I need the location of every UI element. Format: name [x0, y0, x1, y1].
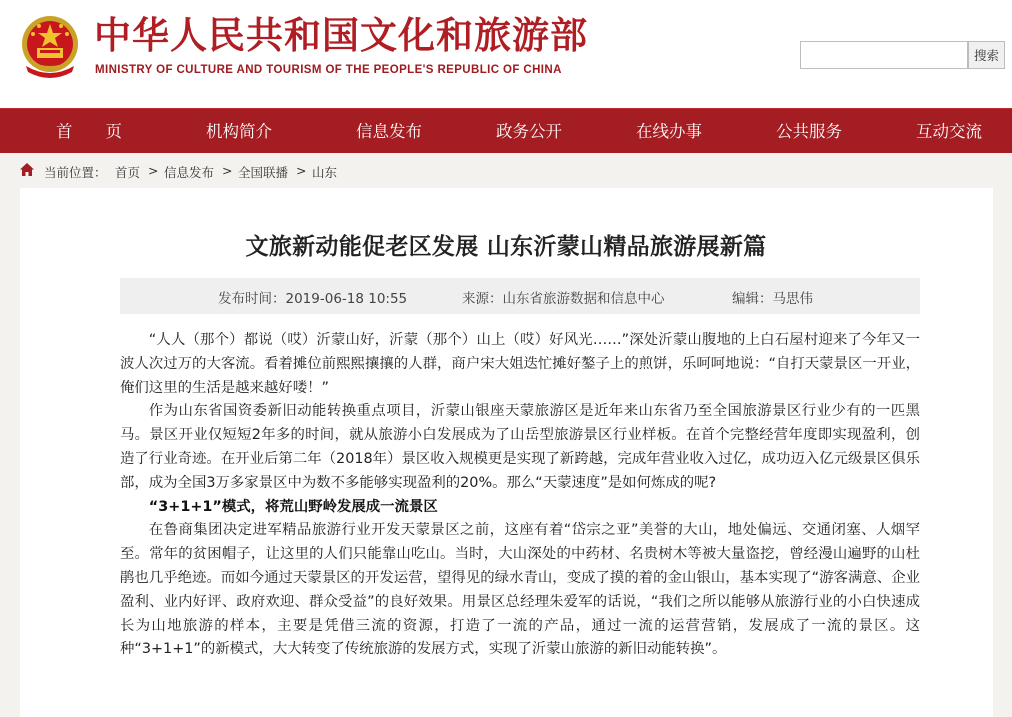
breadcrumb-separator: > — [222, 163, 233, 178]
nav-item-government-affairs[interactable]: 政务公开 — [496, 122, 562, 141]
article-body — [120, 329, 920, 662]
breadcrumb-separator: > — [148, 163, 159, 178]
site-header — [0, 0, 1012, 108]
nav-item-online-services[interactable]: 在线办事 — [636, 122, 702, 141]
publish-date: 发布时间：2019-06-18 10:55 — [218, 291, 408, 307]
breadcrumb-item-news[interactable]: 信息发布 — [164, 165, 215, 180]
article-title: 文旅新动能促老区发展 山东沂蒙山精品旅游展新篇 — [245, 234, 767, 260]
nav-item-news[interactable]: 信息发布 — [356, 122, 422, 141]
article-paragraph: 在鲁商集团决定进军精品旅游行业开发天蒙景区之前，这座有着“岱宗之亚”美誉的大山，地处偏远、交通闭塞、人烟罕至。常年的贫困帽子，让这里的人们只能靠山吃山。当时，大山深处的中药材、名贵树木等被大量盗挖，曾经漫山遍野的山杜鹃也几乎绝迹。而如今通过天蒙景区的开发运营，望得见的绿水青山，变成了摸的着的金山银山，基本实现了“游客满意、企业盈利、业内好评、政府欢迎、群众受益”的良好效果。用景区总经理朱爱军的话说，“我们之所以能够从旅游行业的小白快速成长为山地旅游的样本，主要是凭借三流的资源，打造了一流的产品，通过一流的运营营销，发展成了一流的景区。这种“3+1+1”的新模式，大大转变了传统旅游的发展方式，实现了沂蒙山旅游的新旧动能转换”。 — [120, 522, 920, 658]
search-button[interactable]: 搜索 — [968, 41, 1005, 69]
nav-item-home[interactable]: 首 页 — [56, 122, 122, 141]
nav-item-interaction[interactable]: 互动交流 — [916, 122, 982, 141]
national-emblem-icon[interactable] — [20, 14, 80, 80]
breadcrumb-item-home[interactable]: 首页 — [115, 165, 141, 180]
breadcrumb-prefix: 当前位置： — [44, 165, 107, 180]
article-paragraph: 作为山东省国资委新旧动能转换重点项目，沂蒙山银座天蒙旅游区是近年来山东省乃至全国旅游景区行业少有的一匹黑马。景区开业仅短短2年多的时间，就从旅游小白发展成为了山岳型旅游景区行业样板。在首个完整经营年度即实现盈利，创造了行业奇迹。在开业后第二年（2018年）景区收入规模更是实现了新跨越，完成年营业收入过亿，成功迈入亿元级景区俱乐部，成为全国3万多家景区中为数不多能够实现盈利的20%。那么“天蒙速度”是如何炼成的呢? — [120, 403, 920, 491]
home-icon — [19, 162, 35, 177]
nav-item-organization[interactable]: 机构简介 — [206, 122, 272, 141]
site-title-english: MINISTRY OF CULTURE AND TOURISM OF THE PEOPLE'S REPUBLIC OF CHINA — [95, 64, 562, 76]
article-subheading: “3+1+1”模式，将荒山野岭发展成一流景区 — [148, 498, 438, 515]
search-input[interactable] — [800, 41, 968, 69]
article-meta — [120, 278, 920, 314]
breadcrumb — [0, 153, 1012, 187]
main-nav — [0, 108, 1012, 153]
nav-item-public-services[interactable]: 公共服务 — [776, 122, 842, 141]
breadcrumb-item-national[interactable]: 全国联播 — [238, 165, 289, 180]
breadcrumb-item-shandong[interactable]: 山东 — [312, 165, 338, 180]
article-editor: 编辑：马思伟 — [732, 291, 813, 307]
article-source: 来源：山东省旅游数据和信息中心 — [462, 291, 665, 307]
breadcrumb-separator: > — [296, 163, 307, 178]
article-paragraph: “人人（那个）都说（哎）沂蒙山好，沂蒙（那个）山上（哎）好风光……”深处沂蒙山腹地的上白石屋村迎来了今年又一波人次过万的大客流。看着摊位前熙熙攘攘的人群，商户宋大姐迭忙摊好鏊子上的煎饼，乐呵呵地说：“自打天蒙景区一开业，俺们这里的生活是越来越好喽！” — [120, 332, 920, 396]
site-title[interactable]: 中华人民共和国文化和旅游部 — [94, 14, 588, 57]
